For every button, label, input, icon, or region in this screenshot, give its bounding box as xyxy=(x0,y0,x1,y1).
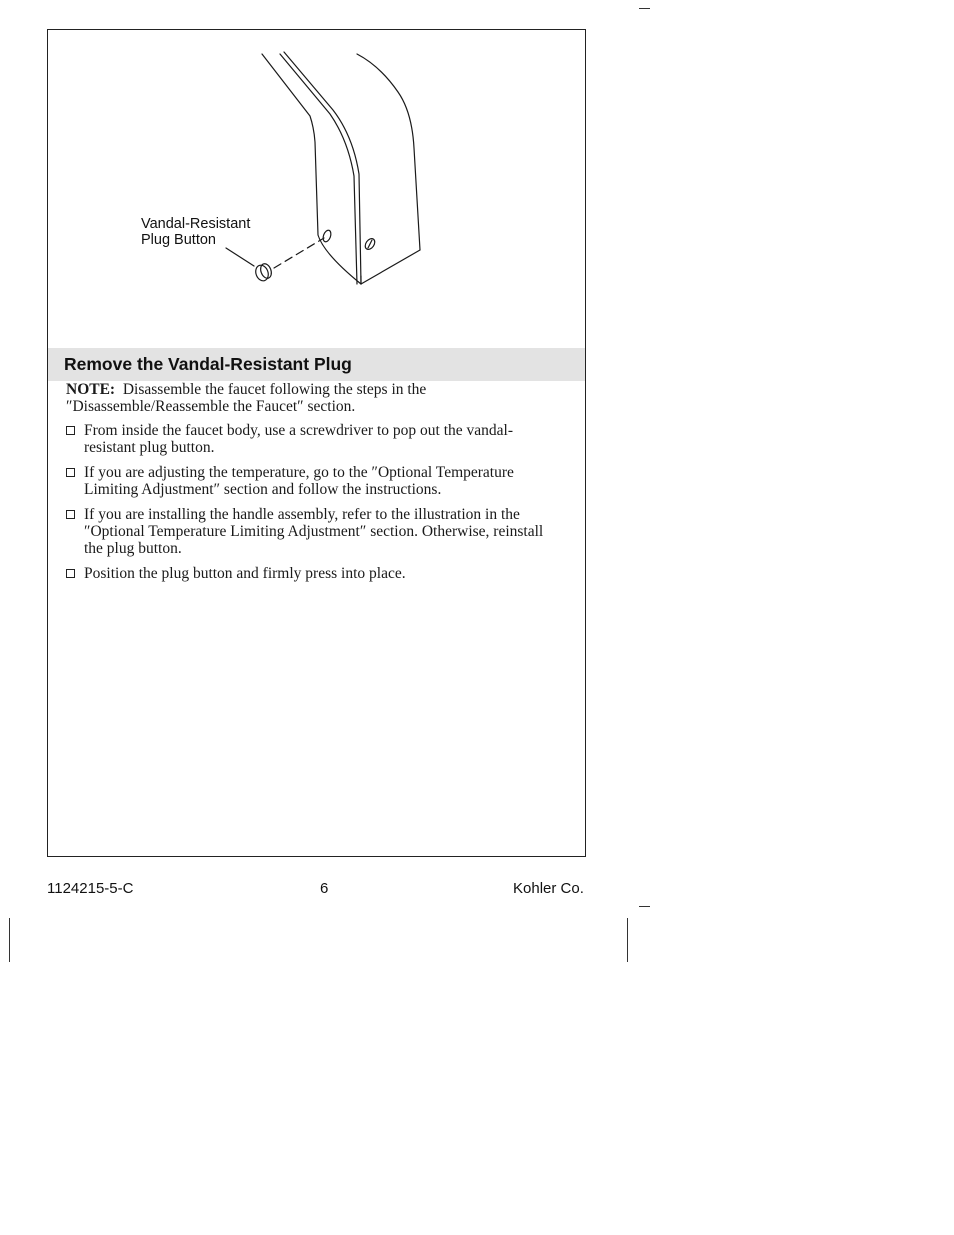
step-text: If you are installing the handle assembly, refer to the illustration in the ″Optional Temperature Limiting Adjustment″ section. Otherwise, reinstall the plug button. xyxy=(84,506,544,557)
step-text: From inside the faucet body, use a screwdriver to pop out the vandal-resistant plug button. xyxy=(84,422,513,456)
checkbox-bullet-icon xyxy=(66,510,75,519)
plug-button-callout xyxy=(141,216,250,248)
list-item xyxy=(66,565,556,582)
instructions-content xyxy=(66,381,556,590)
steps-list xyxy=(66,422,556,582)
note-paragraph xyxy=(66,381,556,415)
note-label: NOTE: xyxy=(66,381,116,398)
list-item xyxy=(66,506,556,557)
footer-doc-number: 1124215-5-C xyxy=(47,880,134,897)
footer-company: Kohler Co. xyxy=(513,880,584,897)
section-title: Remove the Vandal-Resistant Plug xyxy=(64,354,352,374)
step-text: Position the plug button and firmly press into place. xyxy=(84,565,406,582)
checkbox-bullet-icon xyxy=(66,426,75,435)
list-item xyxy=(66,464,556,498)
crop-mark xyxy=(639,8,650,9)
note-text: Disassemble the faucet following the steps in the ″Disassemble/Reassemble the Faucet″ section. xyxy=(66,381,427,415)
crop-mark xyxy=(9,918,10,962)
callout-line-2: Plug Button xyxy=(141,232,216,248)
page-frame xyxy=(47,29,586,857)
list-item xyxy=(66,422,556,456)
crop-mark xyxy=(627,918,628,962)
faucet-illustration xyxy=(48,30,587,348)
checkbox-bullet-icon xyxy=(66,468,75,477)
section-header xyxy=(48,348,585,381)
checkbox-bullet-icon xyxy=(66,569,75,578)
callout-line-1: Vandal-Resistant xyxy=(141,216,251,232)
faucet-body-drawing xyxy=(48,30,587,348)
crop-mark xyxy=(639,906,650,907)
footer-page-number: 6 xyxy=(320,880,329,897)
step-text: If you are adjusting the temperature, go to the ″Optional Temperature Limiting Adjustment″ section and follow the instructions. xyxy=(84,464,514,498)
